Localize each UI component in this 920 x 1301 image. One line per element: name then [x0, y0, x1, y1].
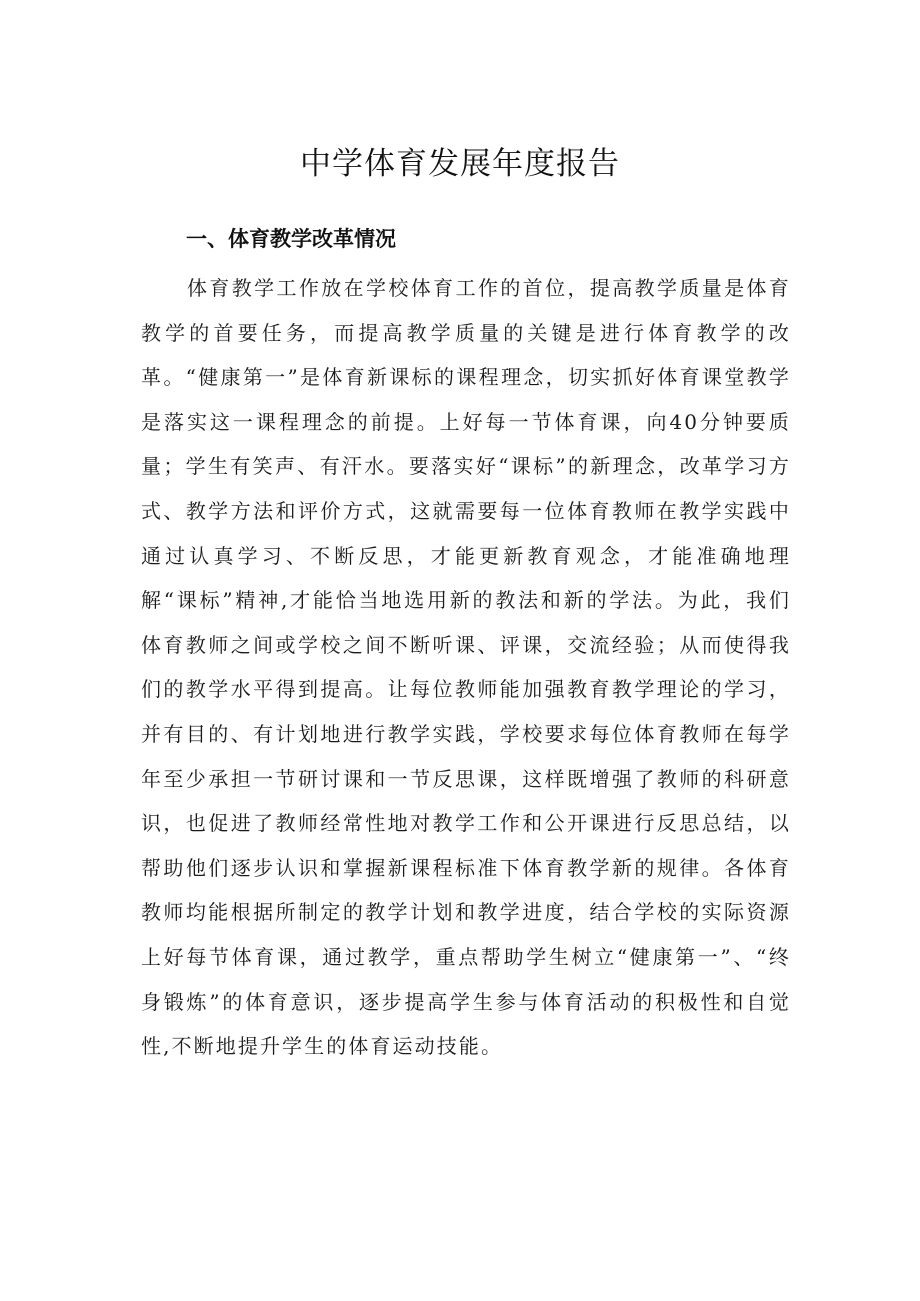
document-title: 中学体育发展年度报告 [300, 146, 620, 182]
section-paragraph: 体育教学工作放在学校体育工作的首位，提高教学质量是体育教学的首要任务，而提高教学质量的关键是进行体育教学的改革。“健康第一”是体育新课标的课程理念，切实抓好体育课堂教学是落实这一课程理念的前提。上好每一节体育课，向40分钟要质量；学生有笑声、有汗水。要落实好“课标”的新理念，改革学习方式、教学方法和评价方式，这就需要每一位体育教师在教学实践中通过认真学习、不断反思，才能更新教育观念，才能准确地理解“课标”精神,才能恰当地选用新的教法和新的学法。为此，我们体育教师之间或学校之间不断听课、评课，交流经验；从而使得我们的教学水平得到提高。让每位教师能加强教育教学理论的学习，并有目的、有计划地进行教学实践，学校要求每位体育教师在每学年至少承担一节研讨课和一节反思课，这样既增强了教师的科研意识，也促进了教师经常性地对教学工作和公开课进行反思总结，以帮助他们逐步认识和掌握新课程标准下体育教学新的规律。各体育教师均能根据所制定的教学计划和教学进度，结合学校的实际资源上好每节体育课，通过教学，重点帮助学生树立“健康第一”、“终身锻炼”的体育意识，逐步提高学生参与体育活动的积极性和自觉性,不断地提升学生的体育运动技能。 [141, 276, 791, 1059]
section-heading: 一、体育教学改革情况 [186, 227, 396, 251]
